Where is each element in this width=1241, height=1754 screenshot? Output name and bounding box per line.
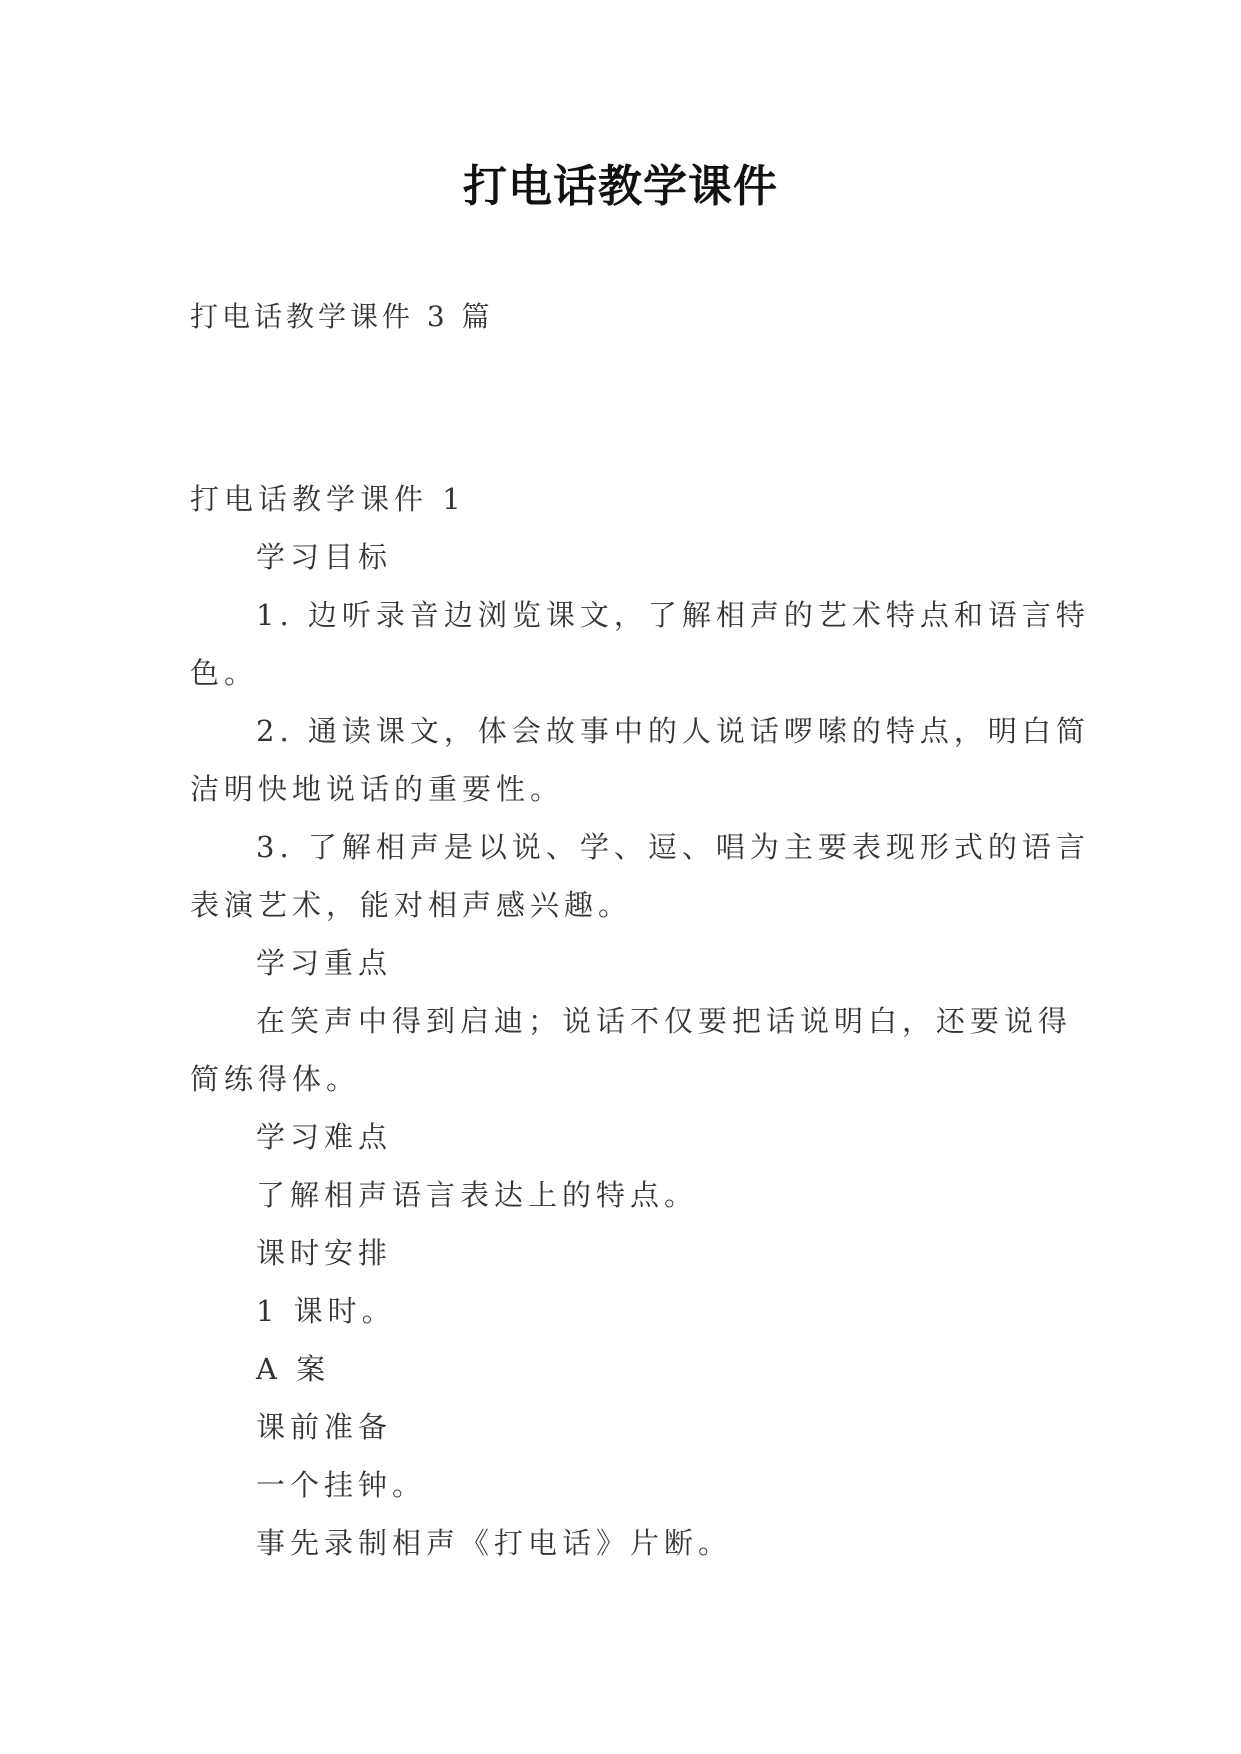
- paragraph-line: 学习难点: [256, 1120, 393, 1154]
- paragraph-line: 学习目标: [256, 540, 393, 574]
- paragraph-line: 一个挂钟。: [256, 1468, 427, 1502]
- paragraph-line: 学习重点: [256, 946, 393, 980]
- paragraph-line: 色。: [190, 656, 259, 690]
- section-heading: 打电话教学课件 1: [190, 482, 466, 516]
- paragraph-line: 3. 了解相声是以说、学、逗、唱为主要表现形式的语言: [256, 830, 1090, 864]
- paragraph-line: 2. 通读课文，体会故事中的人说话啰嗦的特点，明白简: [256, 714, 1090, 748]
- paragraph-line: 1. 边听录音边浏览课文，了解相声的艺术特点和语言特: [256, 598, 1090, 632]
- document-title: 打电话教学课件: [463, 161, 778, 212]
- paragraph-line: 课前准备: [256, 1410, 393, 1444]
- paragraph-line: 洁明快地说话的重要性。: [190, 772, 565, 806]
- paragraph-line: 事先录制相声《打电话》片断。: [256, 1526, 733, 1560]
- paragraph-line: 了解相声语言表达上的特点。: [256, 1178, 699, 1212]
- paragraph-line: 在笑声中得到启迪；说话不仅要把话说明白，还要说得: [256, 1004, 1073, 1038]
- paragraph-line: 1 课时。: [256, 1294, 396, 1328]
- paragraph-line: 表演艺术，能对相声感兴趣。: [190, 888, 633, 922]
- document-subtitle: 打电话教学课件 3 篇: [190, 300, 494, 333]
- document-body: [190, 470, 1090, 1572]
- paragraph-line: 课时安排: [256, 1236, 393, 1270]
- paragraph-line: 简练得体。: [190, 1062, 361, 1096]
- paragraph-line: A 案: [256, 1352, 331, 1386]
